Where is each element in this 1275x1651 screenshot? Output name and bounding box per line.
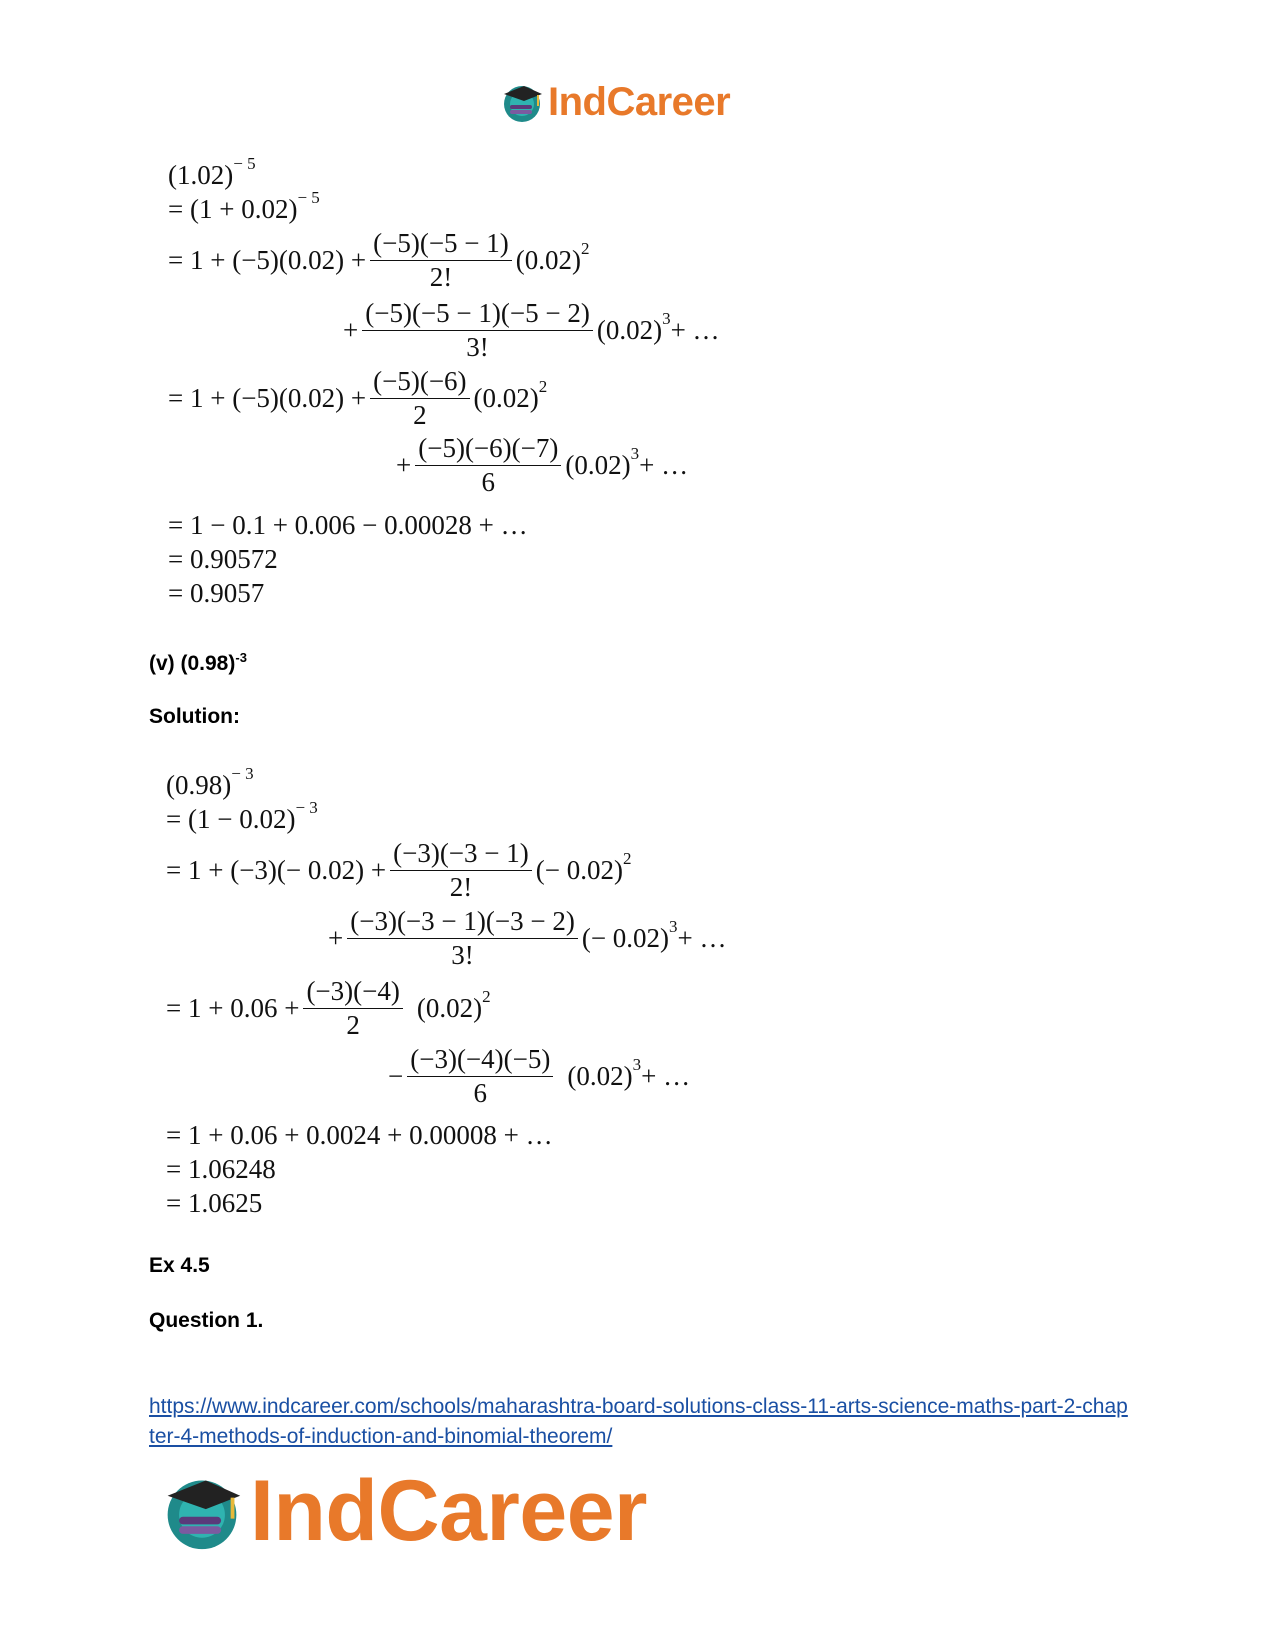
math-block-1: (1.02) $^{- 5}$ = (1 + 0.02) $^{- 5}$ = 1 + (−5)(0.02) + $\frac{(-5)(-5 - 1)}{2!}$ (0.02) $^2$ + $\frac{(-5)(-5 - 1)(-5 - 2)}{3!}$ (0.02) $^3$ + … = 1 + (−5)(0.02) + $\frac{(-5)(-6)}{2}$ (0.02) $^2$ + $\frac{(-5)(-6)(-7)}{6}$ (0.02) $^3$ + … = 1 − 0.1 + 0.006 − 0.00028 + … = 0.90572 = 0.9057 [168,154,720,608]
graduation-cap-icon [160,1469,244,1553]
source-link[interactable]: https://www.indcareer.com/schools/maharashtra-board-solutions-class-11-arts-science-maths-part-2-chapter-4-methods-of-induction-and-binomial-theorem/ [149,1395,1128,1448]
math-line: = (1 − 0.02) [166,804,296,834]
math-line: = 0.9057 [168,578,265,608]
ex-heading: Ex 4.5 [149,1254,210,1277]
fraction: $\frac{(-5)(-6)}{2}$ [370,368,469,429]
math-line: (1.02) [168,160,234,190]
math-block-2: (0.98) $^{- 3}$ = (1 − 0.02) $^{- 3}$ = 1 + (−3)(− 0.02) + $\frac{(-3)(-3 - 1)}{2!}$ (− 0.02) $^2$ + $\frac{(-3)(-3 - 1)(-3 - 2)}{3!}$ (− 0.02) $^3$ + … = 1 + 0.06 + $\frac{(-3)(-4)}{2}$ (0.02) $^2$ − $\frac{(-3)(-4)(-5)}{6}$ (0.02) $^3$ + … = 1 + 0.06 + 0.0024 + 0.00008 + … = 1.06248 = 1.0625 [166,764,727,1218]
part-v-heading: (v) $(0.98)^{-3}$ [149,650,247,675]
fraction: $\frac{(-3)(-4)}{2}$ [303,978,402,1039]
math-line: = 0.90572 [168,544,278,574]
fraction: $\frac{(-5)(-6)(-7)}{6}$ [415,435,561,496]
fraction: $\frac{(-3)(-4)(-5)}{6}$ [407,1046,553,1107]
question-heading: Question 1. [149,1309,264,1332]
header-logo [500,78,730,126]
math-line: = 1 + 0.06 + 0.0024 + 0.00008 + … [166,1120,553,1150]
footer-logo [160,1462,647,1559]
fraction: $\frac{(-5)(-5 - 1)(-5 - 2)}{3!}$ [362,300,593,361]
math-line: (0.98) [166,770,232,800]
graduation-cap-icon [500,80,544,124]
math-line: = 1.0625 [166,1188,263,1218]
math-line: = 1.06248 [166,1154,276,1184]
fraction: $\frac{(-3)(-3 - 1)}{2!}$ [390,840,532,901]
brand-name: IndCareer [250,1462,647,1559]
math-line: = (1 + 0.02) [168,194,298,224]
brand-name: IndCareer [548,79,731,124]
math-line: = 1 − 0.1 + 0.006 − 0.00028 + … [168,510,528,540]
solution-label: Solution: [149,705,240,728]
fraction: $\frac{(-3)(-3 - 1)(-3 - 2)}{3!}$ [347,908,578,969]
fraction: $\frac{(-5)(-5 - 1)}{2!}$ [370,230,512,291]
